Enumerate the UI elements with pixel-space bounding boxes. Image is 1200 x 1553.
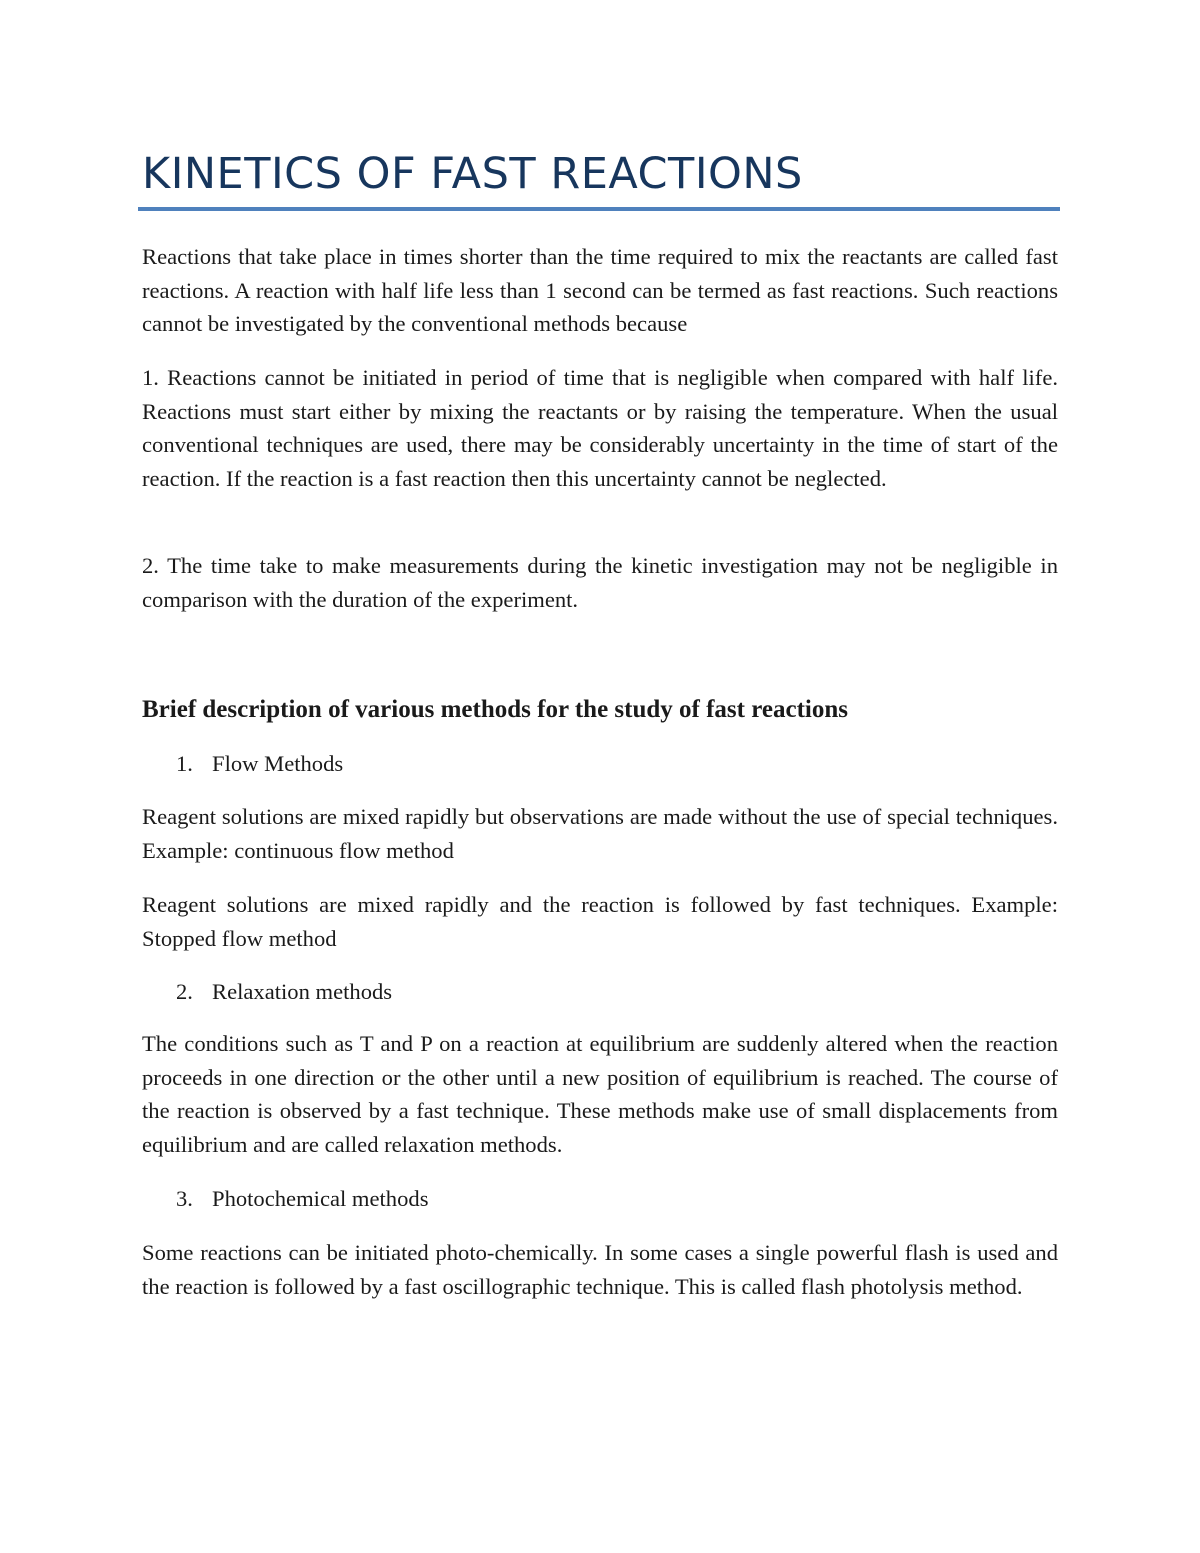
reason-2-paragraph: 2. The time take to make measurements during the kinetic investigation may not be negligible in comparison with the duration of the experiment. <box>142 553 1058 612</box>
reason-1-paragraph: 1. Reactions cannot be initiated in period of time that is negligible when compared with half life. Reactions must start either by mixing the reactants or by raising the temperature. When the usual conventional techniques are used, there may be considerably uncertainty in the time of start of the reaction. If the reaction is a fast reaction then this uncertainty cannot be neglected. <box>142 365 1058 491</box>
method-2-list-item <box>176 975 392 1009</box>
photochemical-method-paragraph: Some reactions can be initiated photo-chemically. In some cases a single powerful flash is used and the reaction is followed by a fast oscillographic technique. This is called flash photolysis method. <box>142 1240 1058 1299</box>
title-underline <box>138 207 1060 211</box>
page-title: KINETICS OF FAST REACTIONS <box>142 149 803 199</box>
method-name: Relaxation methods <box>212 979 393 1004</box>
method-name: Photochemical methods <box>212 1186 429 1211</box>
method-1-list-item <box>176 747 343 781</box>
flow-method-paragraph-2: Reagent solutions are mixed rapidly and the reaction is followed by fast techniques. Example: Stopped flow method <box>142 892 1058 951</box>
method-name: Flow Methods <box>212 751 344 776</box>
flow-method-paragraph-1: Reagent solutions are mixed rapidly but observations are made without the use of special techniques. Example: continuous flow method <box>142 804 1058 863</box>
methods-heading: Brief description of various methods for the study of fast reactions <box>142 696 848 723</box>
relaxation-method-paragraph: The conditions such as T and P on a reaction at equilibrium are suddenly altered when the reaction proceeds in one direction or the other until a new position of equilibrium is reached. The course of the reaction is observed by a fast technique. These methods make use of small displacements from equilibrium and are called relaxation methods. <box>142 1031 1058 1157</box>
list-number: 3. <box>176 1186 193 1211</box>
method-3-list-item <box>176 1182 428 1216</box>
list-number: 1. <box>176 751 193 776</box>
intro-paragraph: Reactions that take place in times shorter than the time required to mix the reactants are called fast reactions. A reaction with half life less than 1 second can be termed as fast reactions. Such reactions cannot be investigated by the conventional methods because <box>142 244 1058 336</box>
list-number: 2. <box>176 979 193 1004</box>
